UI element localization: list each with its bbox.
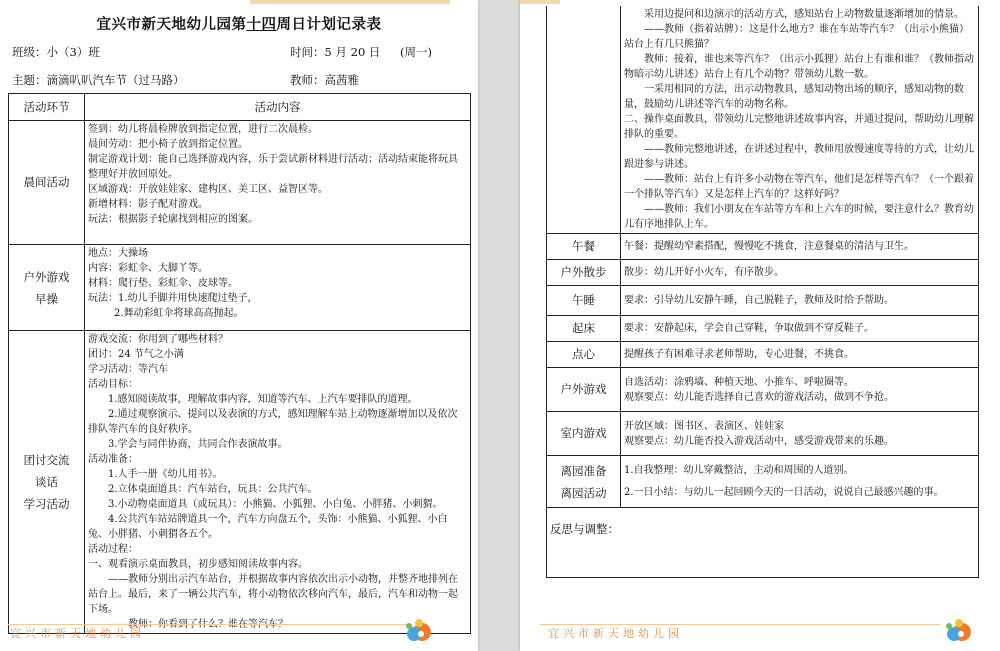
row-content-nap: 要求：引导幼儿安静午睡，自己脱鞋子，教师及时给予帮助。 — [621, 286, 979, 316]
weekday-label: (周一) — [400, 45, 432, 59]
content-line: 2.舞动彩虹伞将球高高抛起。 — [114, 308, 244, 319]
content-line: 玩法：根据影子轮廓找到相应的图案。 — [88, 214, 258, 225]
row-wake — [547, 316, 979, 342]
content-line: ——教师：站台上有许多小动物在等汽车，他们是怎样等汽车？（一个跟着一个排队等汽车）又是怎样上汽车的？这样好吗？ — [624, 174, 974, 200]
row-label-walk: 户外散步 — [547, 260, 621, 286]
schedule-table-left — [8, 93, 471, 634]
section-content-morning — [85, 121, 471, 245]
row-label-wake: 起床 — [547, 316, 621, 342]
content-line: 3.小动物桌面道具（或玩具）：小熊猫、小狐狸、小白兔、小胖猪、小刺猬。 — [108, 499, 443, 510]
row-content-lunch: 午餐：提醒幼窄素搭配，慢慢吃不挑食，注意餐桌的清洁与卫生。 — [621, 234, 979, 260]
kindergarten-logo-icon — [942, 615, 972, 643]
document-page-left — [0, 0, 478, 651]
label-line: 团讨交流 — [23, 453, 70, 467]
document-title: 宜兴市新天地幼儿园第十四周日计划记录表 — [96, 16, 382, 33]
content-line: 开放区域：图书区、表演区、娃娃家 — [624, 420, 784, 432]
row-label-snack: 点心 — [547, 342, 621, 368]
section-morning — [9, 121, 471, 245]
section-continuation — [547, 6, 979, 234]
header-activity: 活动环节 — [9, 94, 85, 121]
row-content-wake: 要求：安静起床，学会自己穿鞋，争取做到不穿反鞋子。 — [621, 316, 979, 342]
label-line: 谈话 — [35, 475, 58, 489]
teacher-label: 教师：高茜雅 — [290, 73, 359, 87]
row-content-snack: 提醒孩子有困难寻求老师帮助，专心进餐，不挑食。 — [621, 342, 979, 368]
content-line: 制定游戏计划：能自己选择游戏内容，乐于尝试新材料进行活动；活动结束能将玩具整理好并放回原处。 — [88, 154, 458, 180]
header-rule — [250, 0, 450, 4]
row-label-leave — [547, 456, 621, 508]
content-line: 区域游戏：开放娃娃家、建构区、美工区、益智区等。 — [88, 184, 328, 195]
label-line: 离园准备 — [560, 463, 607, 478]
row-snack — [547, 342, 979, 368]
label-line: 学习活动 — [23, 497, 70, 511]
content-line: ——教师（指着站牌）：这是什么地方？谁在车站等汽车？（出示小熊猫）站台上有几只熊猫？ — [624, 24, 969, 50]
header-rule — [520, 0, 560, 4]
content-line: 4.公共汽车站站牌道具一个，汽车方向盘五个，头饰：小熊猫、小狐狸、小白兔、小胖猪、小刺猬各五个。 — [88, 514, 448, 540]
section-content-outdoor — [85, 245, 471, 331]
content-line: 自选活动：涂鸦墙、种植天地、小推车、呼啦圈等。 — [624, 376, 854, 388]
content-line: 2.通过观察演示、提问以及表演的方式，感知理解车站上动物逐渐增加以及依次排队等汽车的良好秩序。 — [88, 409, 458, 435]
content-line: 教师：接着，谁也来等汽车？（出示小狐狸）站台上有谁和谁？（教师指动物暗示幼儿讲述）站台上有几个动物？带领幼儿数一数。 — [624, 54, 974, 80]
section-outdoor — [9, 245, 471, 331]
header-content: 活动内容 — [85, 94, 471, 121]
row-outdoor — [547, 368, 979, 412]
time-label: 时间：5 月 20 日 — [290, 45, 381, 59]
content-line: 活动过程： — [88, 544, 138, 555]
content-line: 新增材料：影子配对游戏。 — [88, 199, 208, 210]
section-label-morning: 晨间活动 — [9, 121, 85, 245]
content-line: 2.一日小结：与幼儿一起回顾今天的一日活动，说说自己最感兴趣的事。 — [624, 486, 944, 498]
section-group — [9, 331, 471, 634]
kindergarten-logo-icon — [402, 615, 432, 643]
row-content-walk: 散步：幼儿开好小火车，有序散步。 — [621, 260, 979, 286]
content-line: 签到：幼儿将晨检牌放到指定位置，进行二次晨检。 — [88, 124, 318, 135]
class-label: 班级：小（3）班 — [12, 45, 100, 59]
row-walk — [547, 260, 979, 286]
section-label-blank — [547, 6, 621, 234]
document-page-right — [520, 0, 1000, 651]
reflection-label: 反思与调整： — [547, 508, 979, 578]
row-reflection — [547, 508, 979, 578]
row-label-outdoor: 户外游戏 — [547, 368, 621, 412]
row-content-indoor — [621, 412, 979, 456]
content-line: 1.人手一册《幼儿用书》。 — [108, 469, 223, 480]
row-indoor — [547, 412, 979, 456]
content-line: 观察要点：幼儿能否选择自己喜欢的游戏活动，做到不争抢。 — [624, 391, 894, 403]
content-line: ——教师分别出示汽车站台，并根据故事内容依次出示小动物，并整齐地排列在站台上。最后，来了一辆公共汽车，将小动物依次移向汽车，最后，汽车和动物一起下场。 — [88, 574, 458, 615]
content-line: ——教师完整地讲述，在讲述过程中，教师用放慢速度等待的方式，让幼儿跟进参与讲述。 — [624, 144, 974, 170]
content-line: 活动准备： — [88, 454, 138, 465]
section-content-continuation — [621, 6, 979, 234]
content-line: 1.感知阅读故事，理解故事内容，知道等汽车、上汽车要排队的道理。 — [108, 394, 418, 405]
section-label-group — [9, 331, 85, 634]
table-header-row — [9, 94, 471, 121]
section-label-outdoor — [9, 245, 85, 331]
row-nap — [547, 286, 979, 316]
content-line: 学习活动：等汽车 — [88, 364, 168, 375]
label-line: 离园活动 — [560, 485, 607, 500]
row-label-nap: 午睡 — [547, 286, 621, 316]
content-line: 二、操作桌面教具，带领幼儿完整地讲述故事内容，并通过提问，帮助幼儿理解排队的重要。 — [624, 114, 974, 140]
row-leave — [547, 456, 979, 508]
content-line: 内容：彩虹伞、大脚丫等。 — [88, 263, 208, 274]
page-gap — [478, 0, 520, 651]
content-line: 2.立体桌面道具：汽车站台，玩具：公共汽车。 — [108, 484, 318, 495]
row-content-outdoor — [621, 368, 979, 412]
label-line: 早操 — [35, 291, 58, 306]
content-line: ——教师：我们小朋友在车站等方车和上六车的时候，要注意什么？教育幼儿有序地排队上车。 — [624, 204, 974, 230]
content-line: 团讨：24 节气之小满 — [88, 349, 184, 360]
row-label-lunch: 午餐 — [547, 234, 621, 260]
content-line: 游戏交流：你用到了哪些材料？ — [88, 334, 228, 345]
content-line: 采用边提问和边演示的活动方式，感知站台上动物数量逐渐增加的情景。 — [644, 9, 964, 20]
content-line: 一采用相同的方法，出示动物教具，感知动物出场的顺序，感知动物的数量，鼓励幼儿讲述等汽车的动物名称。 — [624, 84, 964, 110]
content-line: 1.自我整理：幼儿穿戴整洁，主动和周围的人道别。 — [624, 464, 854, 476]
content-line: 观察要点：幼儿能否投入游戏活动中，感受游戏带来的乐趣。 — [624, 435, 894, 447]
content-line: 晨间劳动：把小椅子放到指定位置。 — [88, 139, 248, 150]
row-label-indoor: 室内游戏 — [547, 412, 621, 456]
content-line: 地点：大操场 — [88, 248, 148, 259]
row-lunch — [547, 234, 979, 260]
row-content-leave — [621, 456, 979, 508]
section-content-group — [85, 331, 471, 634]
label-line: 户外游戏 — [23, 269, 70, 284]
footer-text-right: 宜兴市新天地幼儿园 — [548, 627, 683, 640]
theme-label: 主题：滴滴叭叭汽车节（过马路） — [12, 73, 185, 87]
content-line: 活动目标： — [88, 379, 138, 390]
content-line: 材料：爬行垫、彩虹伞、皮球等。 — [88, 278, 238, 289]
content-line: 玩法：1.幼儿手脚并用快速爬过垫子， — [88, 293, 258, 304]
content-line: 一、观看演示桌面教具，初步感知阅读故事内容。 — [88, 559, 308, 570]
footer-text-left: 宜兴市新天地幼儿园 — [10, 627, 145, 640]
schedule-table-right — [546, 6, 979, 578]
content-line: 3.学会与同伴协商，共同合作表演故事。 — [108, 439, 288, 450]
